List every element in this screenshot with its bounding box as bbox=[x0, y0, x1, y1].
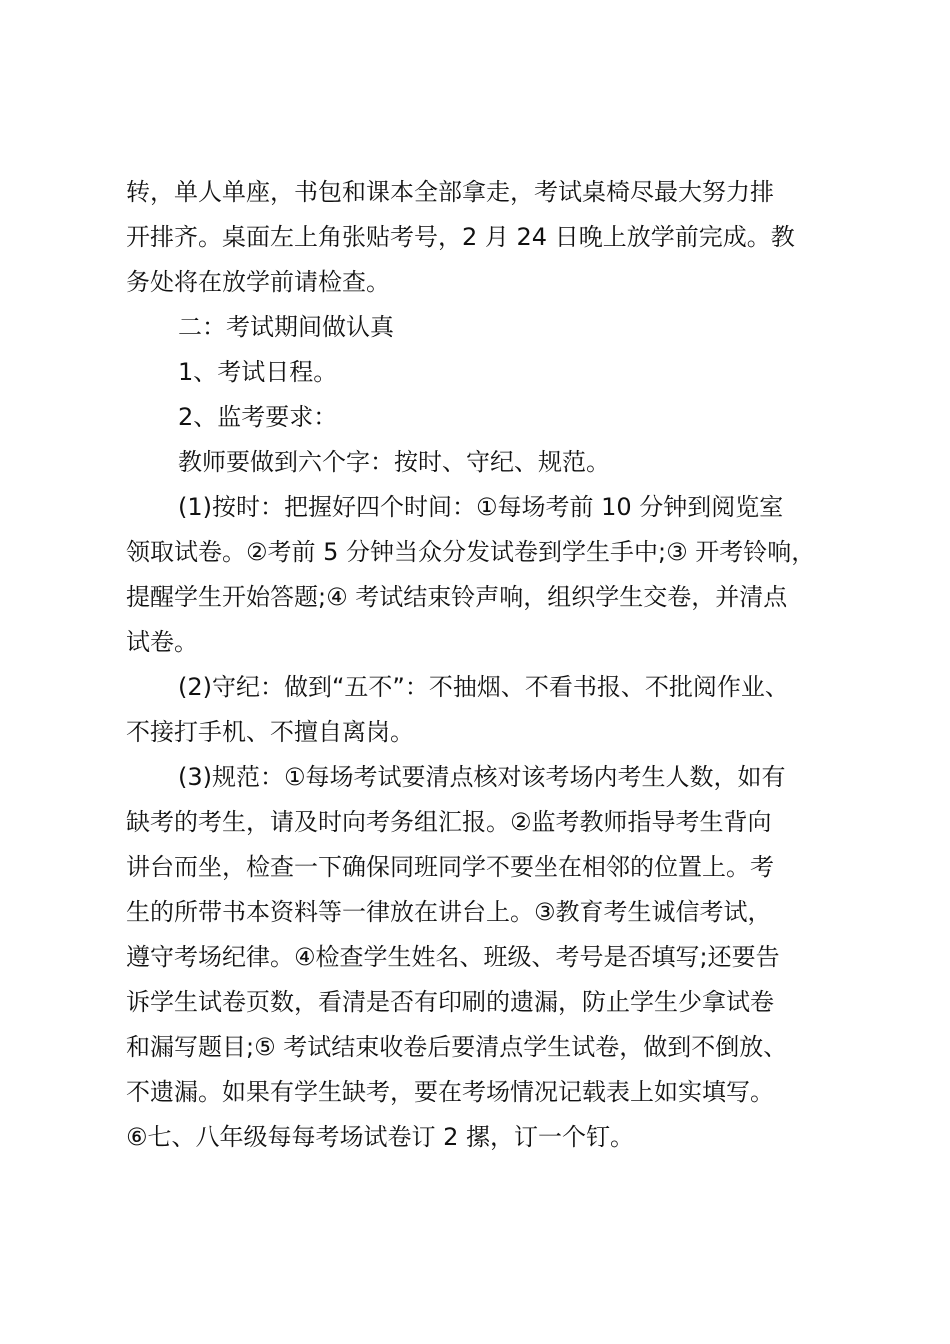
text-line: 提醒学生开始答题;④ 考试结束铃声响，组织学生交卷，并清点 bbox=[126, 583, 788, 611]
text-line: 二：考试期间做认真 bbox=[178, 313, 394, 341]
paragraph-punctuality bbox=[126, 485, 836, 665]
text-line: 不接打手机、不擅自离岗。 bbox=[126, 718, 414, 746]
text-line: 遵守考场纪律。④检查学生姓名、班级、考号是否填写;还要告 bbox=[126, 943, 780, 971]
text-line: 教师要做到六个字：按时、守纪、规范。 bbox=[178, 448, 610, 476]
text-line: 和漏写题目;⑤ 考试结束收卷后要清点学生试卷，做到不倒放、 bbox=[126, 1033, 788, 1061]
text-line: (3)规范：①每场考试要清点核对该考场内考生人数，如有 bbox=[178, 763, 786, 791]
text-line: (1)按时：把握好四个时间：①每场考前 10 分钟到阅览室 bbox=[178, 493, 784, 521]
item-exam-schedule bbox=[126, 350, 836, 395]
text-line: ⑥七、八年级每每考场试卷订 2 摞，订一个钉。 bbox=[126, 1123, 635, 1151]
text-line: 讲台而坐，检查一下确保同班同学不要坐在相邻的位置上。考 bbox=[126, 853, 774, 881]
text-line: 务处将在放学前请检查。 bbox=[126, 268, 390, 296]
paragraph-classroom-setup bbox=[126, 170, 836, 305]
text-line: 1、考试日程。 bbox=[178, 358, 338, 386]
text-line: 试卷。 bbox=[126, 628, 198, 656]
paragraph-six-words bbox=[126, 440, 836, 485]
text-line: 不遗漏。如果有学生缺考，要在考场情况记载表上如实填写。 bbox=[126, 1078, 774, 1106]
text-line: (2)守纪：做到“五不”：不抽烟、不看书报、不批阅作业、 bbox=[178, 673, 789, 701]
text-line: 缺考的考生，请及时向考务组汇报。②监考教师指导考生背向 bbox=[126, 808, 772, 836]
text-line: 开排齐。桌面左上角张贴考号，2 月 24 日晚上放学前完成。教 bbox=[126, 223, 795, 251]
text-line: 2、监考要求： bbox=[178, 403, 338, 431]
item-proctor-requirements bbox=[126, 395, 836, 440]
paragraph-standards bbox=[126, 755, 836, 1160]
section-heading-exam-period bbox=[126, 305, 836, 350]
text-line: 转，单人单座，书包和课本全部拿走，考试桌椅尽最大努力排 bbox=[126, 178, 774, 206]
paragraph-discipline bbox=[126, 665, 836, 755]
document-body bbox=[126, 170, 836, 1160]
text-line: 生的所带书本资料等一律放在讲台上。③教育考生诚信考试， bbox=[126, 898, 772, 926]
text-line: 领取试卷。②考前 5 分钟当众分发试卷到学生手中;③ 开考铃响， bbox=[126, 538, 816, 566]
text-line: 诉学生试卷页数，看清是否有印刷的遗漏，防止学生少拿试卷 bbox=[126, 988, 774, 1016]
